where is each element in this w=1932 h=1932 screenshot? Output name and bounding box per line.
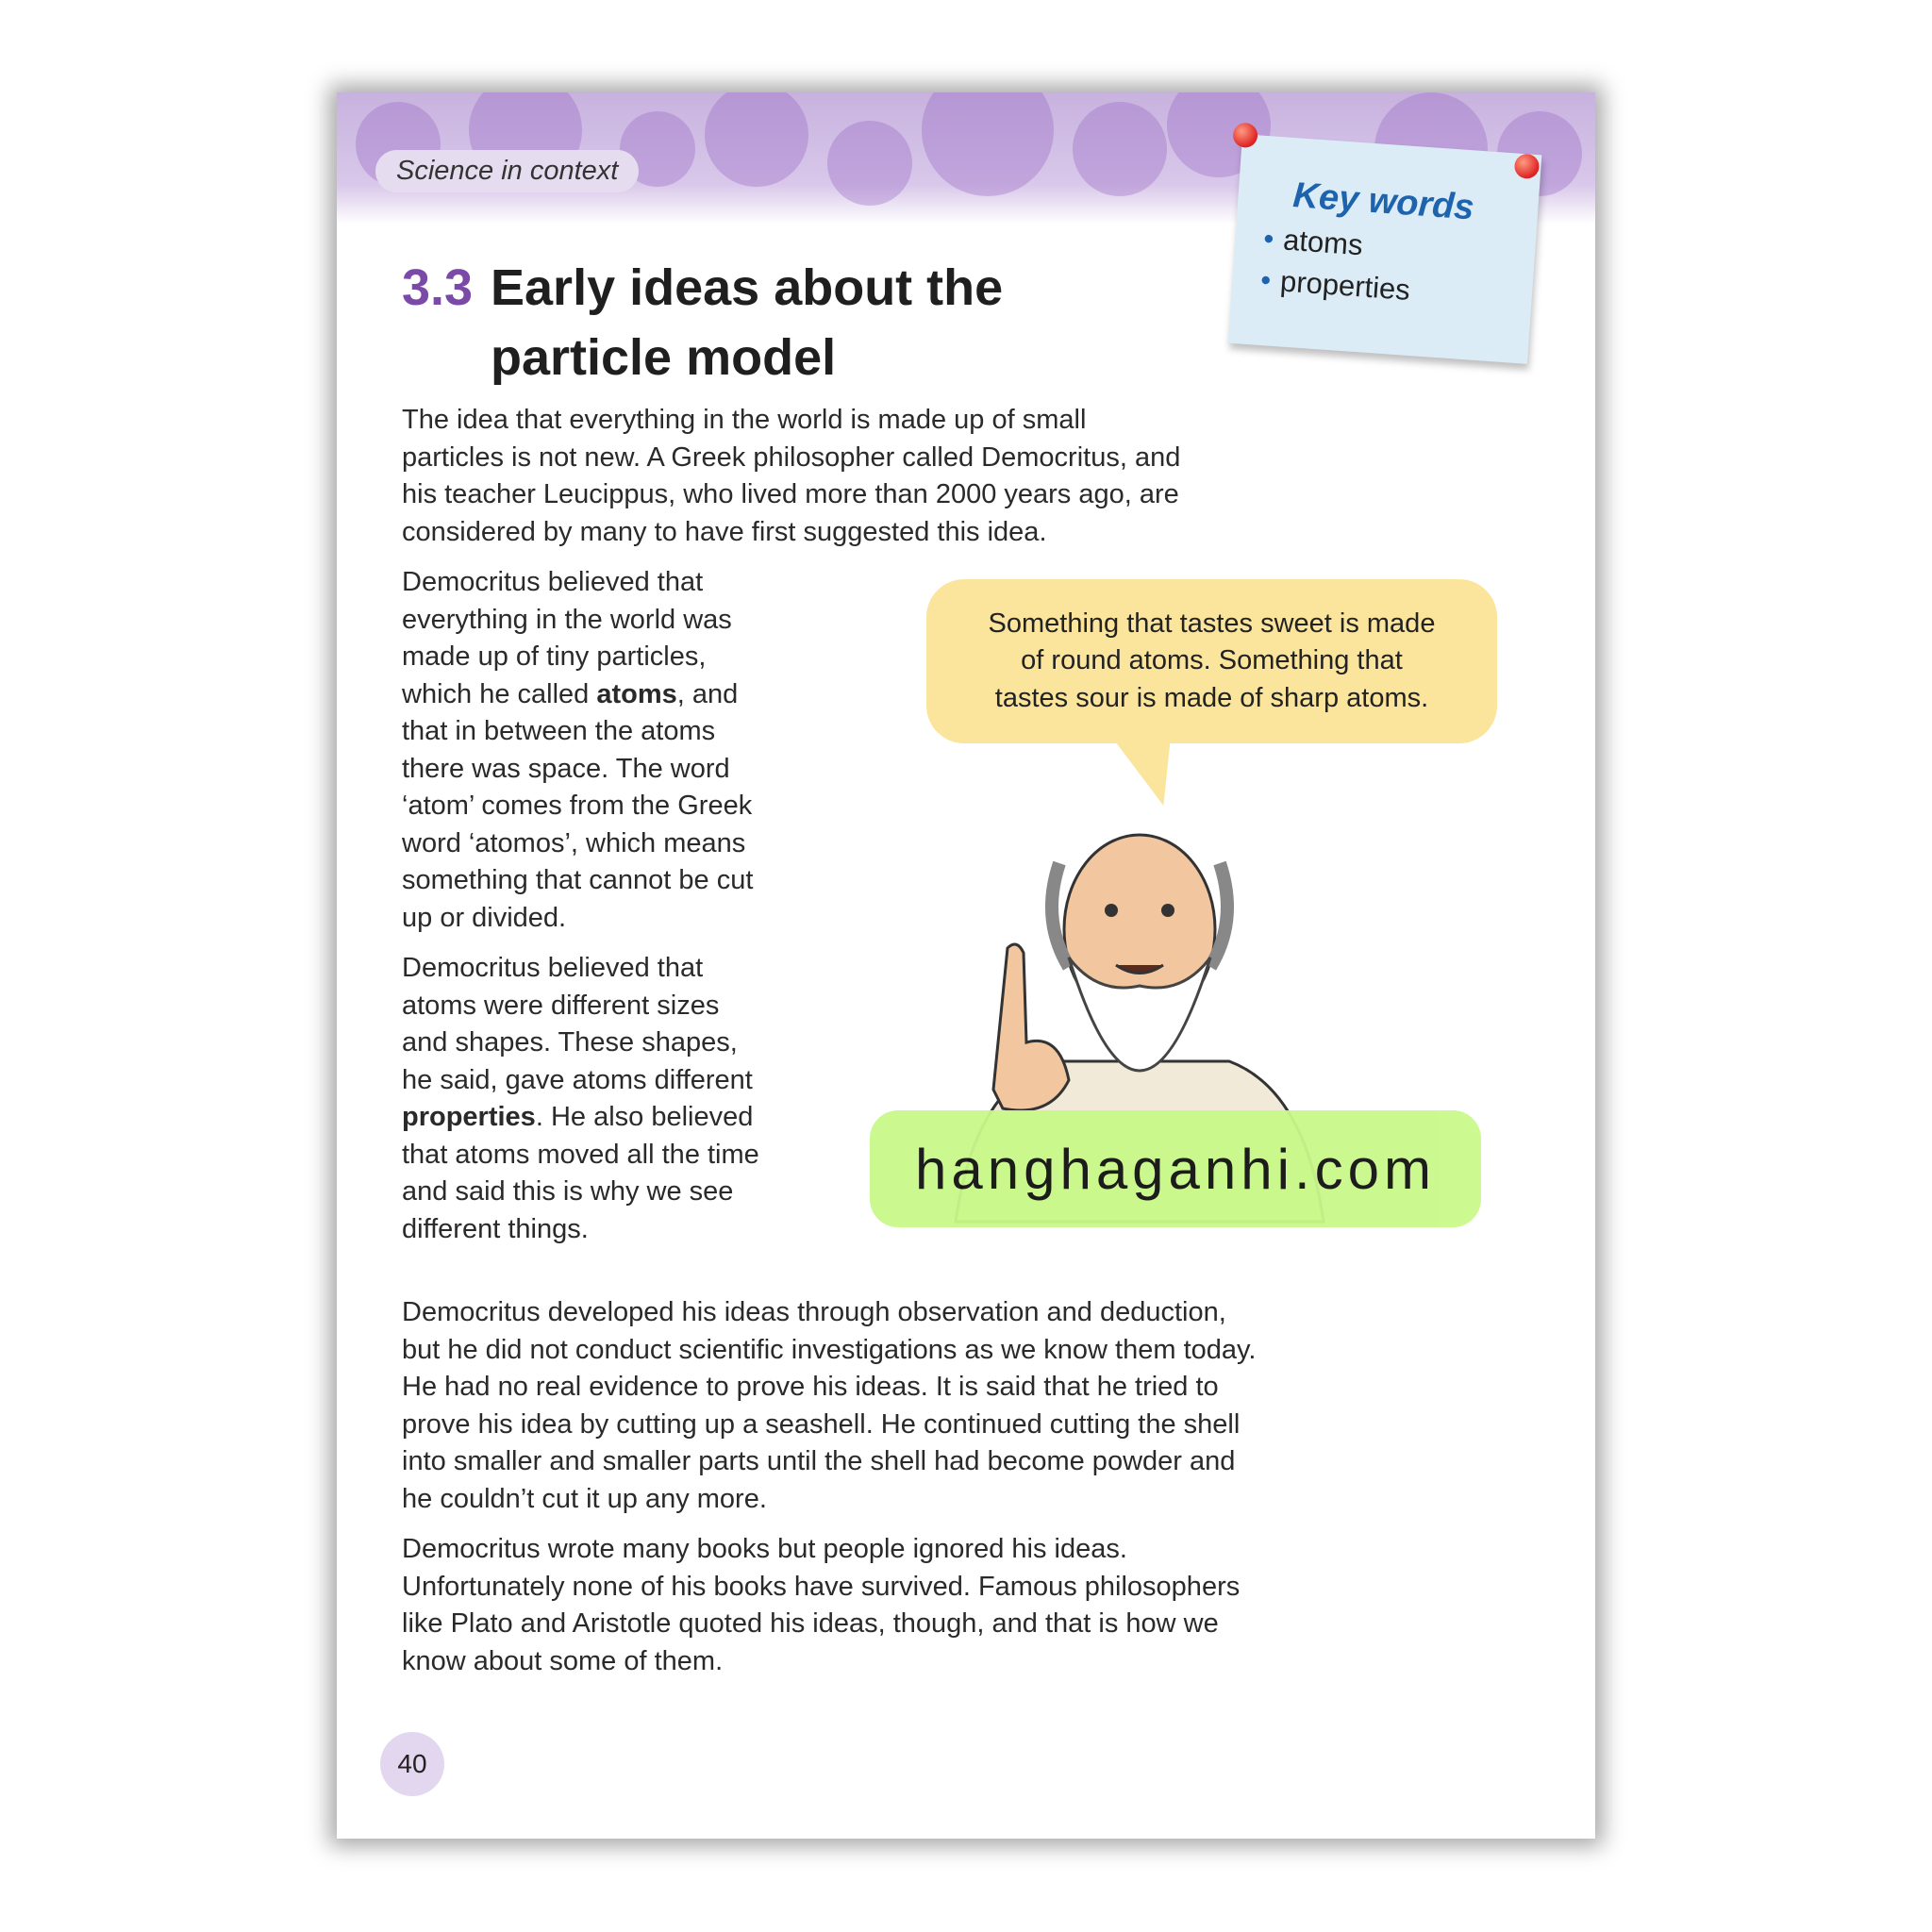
title-line-2: particle model — [491, 329, 837, 386]
key-word-item: • properties — [1259, 263, 1533, 316]
key-term-properties: properties — [402, 1102, 536, 1132]
pin-icon — [1514, 153, 1541, 179]
key-words-card — [1228, 134, 1542, 364]
key-term-atoms: atoms — [596, 678, 677, 709]
section-number: 3.3 — [402, 259, 474, 316]
speech-bubble: Something that tastes sweet is made of round atoms. Something that tastes sour is made of sharp atoms. — [926, 579, 1497, 743]
key-words-heading: Key words — [1291, 175, 1475, 228]
properties-paragraph: Democritus believed that atoms were different sizes and shapes. These shapes, he said, gave atoms different properties. He also believed that atoms moved all the time and said this is why we see different things. — [402, 953, 759, 1244]
atoms-paragraph: Democritus believed that everything in the world was made up of tiny particles, which he called atoms, and that in between the atoms there was space. The word ‘atom’ comes from the Greek word ‘atomos’, which means something that cannot be cut up or divided. — [402, 567, 754, 933]
watermark: hanghaganhi.com — [870, 1110, 1481, 1227]
page-number: 40 — [380, 1732, 444, 1796]
books-paragraph: Democritus wrote many books but people ignored his ideas. Unfortunately none of his books have survived. Famous philosophers like Plato and Aristotle quoted his ideas, though, and that is how we know about some of them. — [402, 1534, 1241, 1676]
pin-icon — [1232, 123, 1258, 149]
speech-bubble-tail — [1114, 740, 1202, 806]
textbook-page — [337, 92, 1595, 1839]
key-word-item: • atoms — [1262, 222, 1536, 275]
section-label: Science in context — [375, 150, 639, 192]
page-title — [402, 253, 1003, 392]
intro-paragraph: The idea that everything in the world is made up of small particles is not new. A Greek philosopher called Democritus, and his teacher Leucippus, who lived more than 2000 years ago, are considered by many to have first suggested this idea. — [402, 405, 1181, 547]
observation-paragraph: Democritus developed his ideas through observation and deduction, but he did not conduct scientific investigations as we know them today. He had no real evidence to prove his ideas. It is said that he tried to prove his idea by cutting up a seashell. He continued cutting the shell into smaller and smaller parts until the shell had become powder and he couldn’t cut it up any more. — [402, 1297, 1257, 1514]
title-line-1: Early ideas about the — [491, 259, 1004, 316]
